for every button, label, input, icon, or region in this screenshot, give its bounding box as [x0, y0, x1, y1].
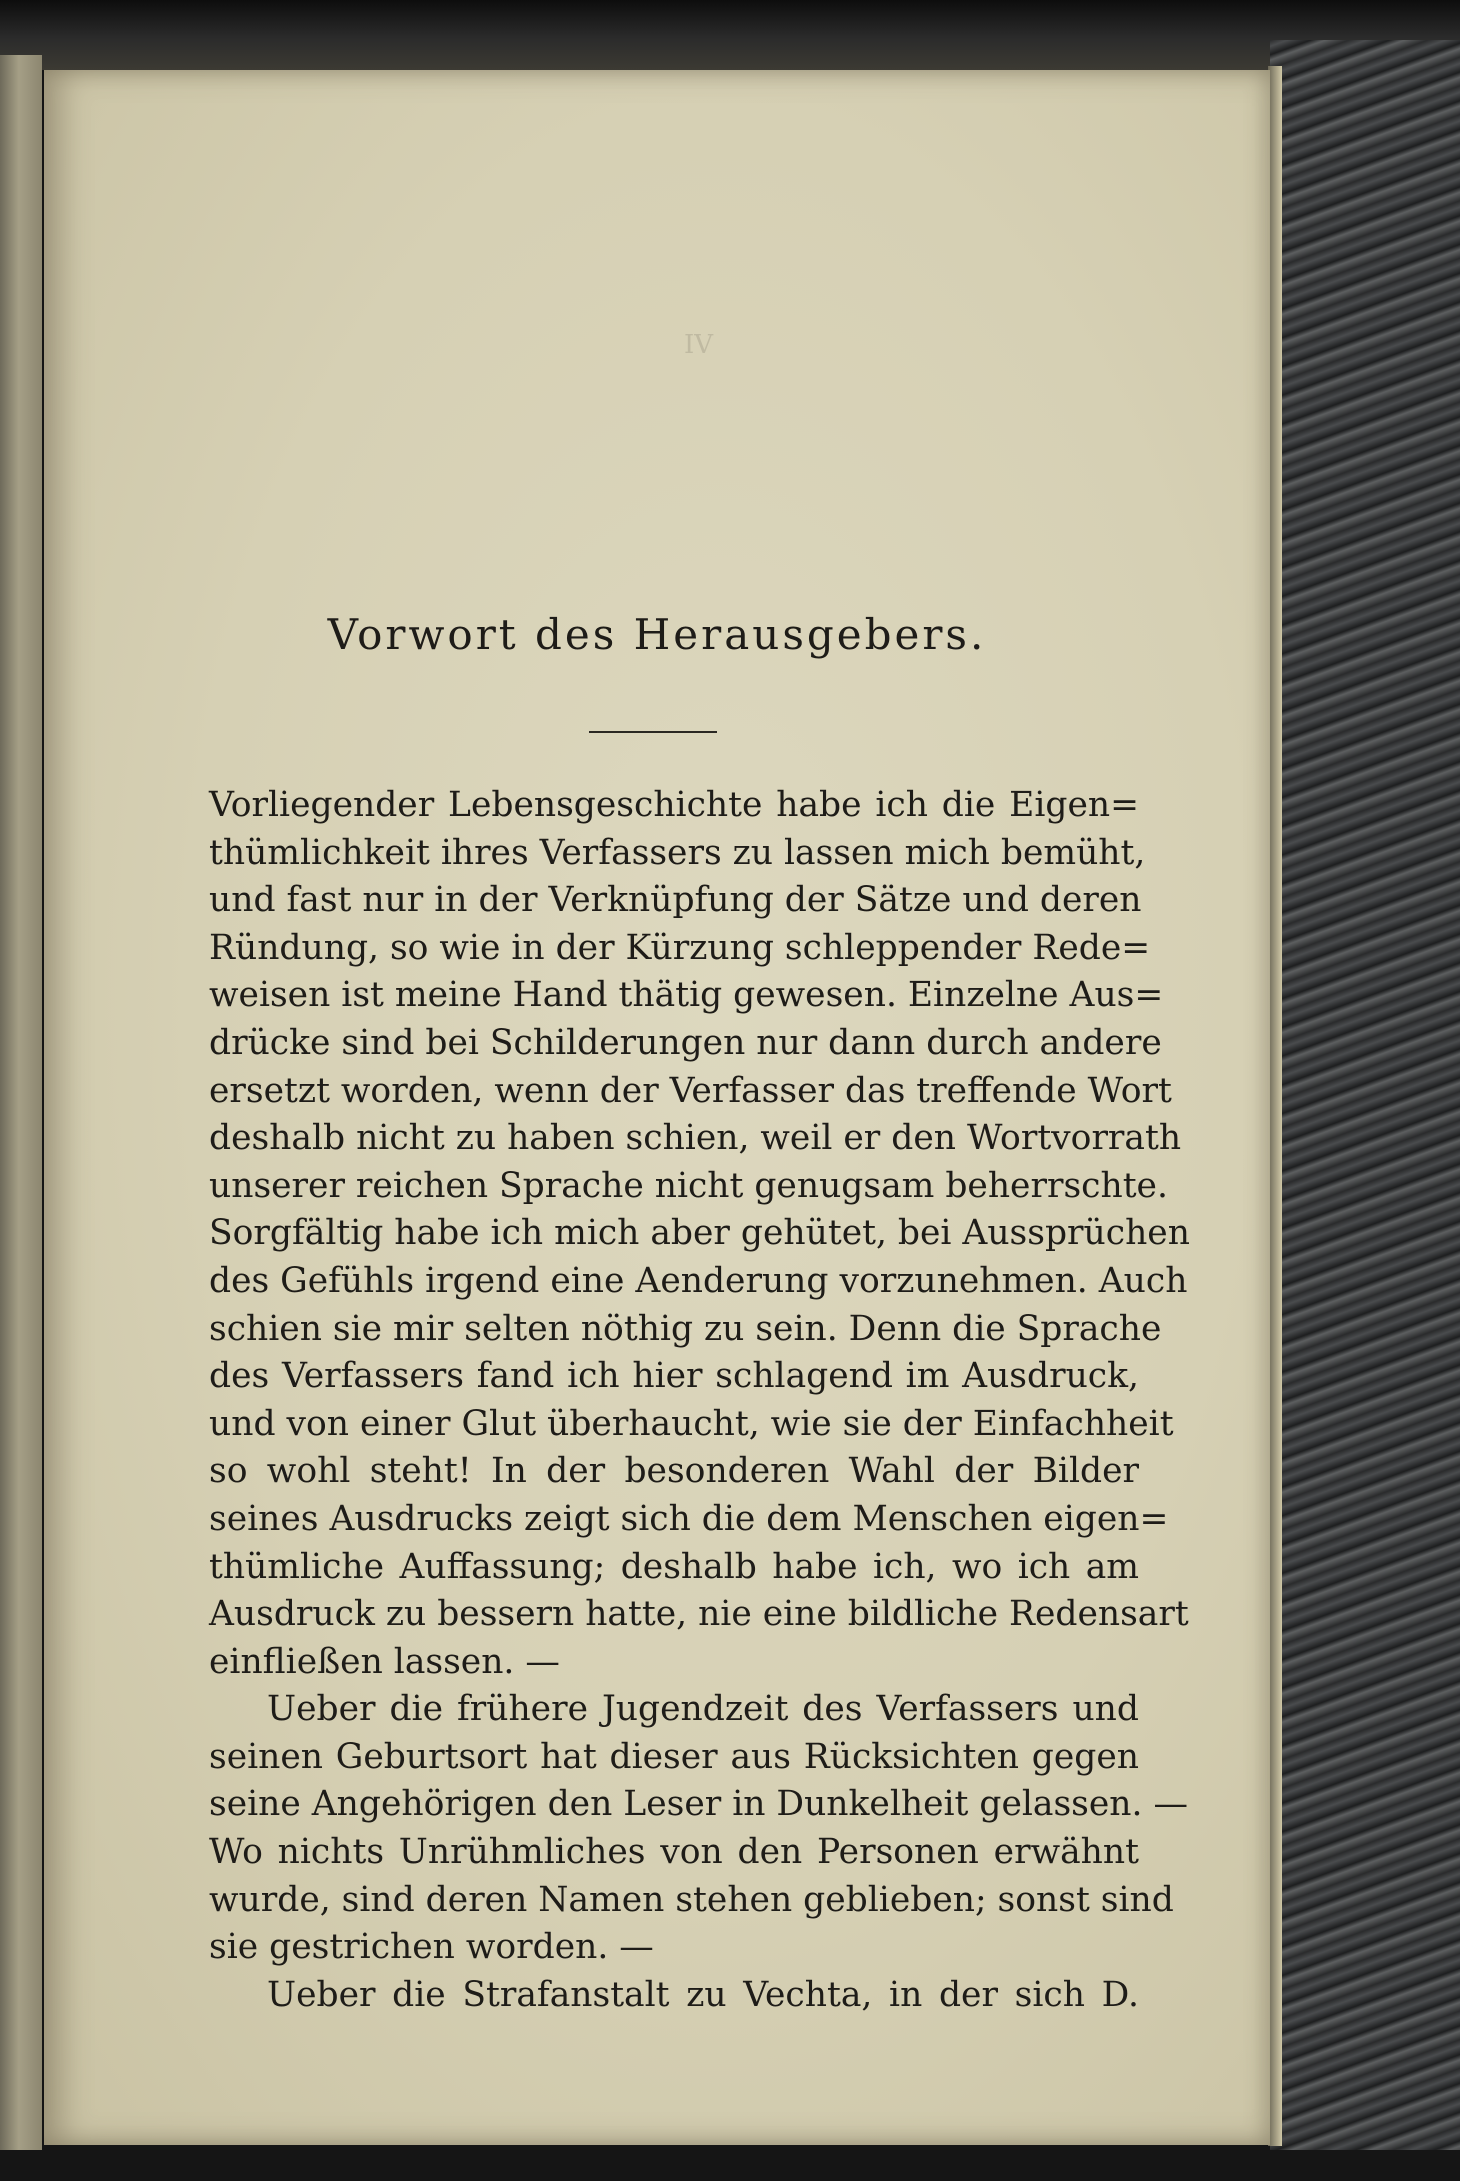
- body-text: [209, 782, 1190, 2019]
- text-line: deshalb nicht zu haben schien, weil er den Wortvorrath: [209, 1118, 1182, 1159]
- text-line: thümliche Auffassung; deshalb habe ich, wo ich am: [209, 1546, 1139, 1587]
- text-line: seine Angehörigen den Leser in Dunkelheit gelassen. —: [209, 1784, 1188, 1825]
- text-line: Wo nichts Unrühmliches von den Personen erwähnt: [209, 1832, 1139, 1873]
- text-line: weisen ist meine Hand thätig gewesen. Einzelne Aus=: [209, 975, 1164, 1016]
- top-binding: [0, 0, 1460, 70]
- page-heading: Vorwort des Herausgebers.: [327, 610, 987, 659]
- text-line: des Gefühls irgend eine Aenderung vorzunehmen. Auch: [209, 1260, 1188, 1301]
- text-line: einfließen lassen. —: [209, 1641, 560, 1682]
- text-line: Ründung, so wie in der Kürzung schleppender Rede=: [209, 927, 1151, 968]
- text-line: Ausdruck zu bessern hatte, nie eine bildliche Redensart: [209, 1594, 1189, 1635]
- text-line: Sorgfältig habe ich mich aber gehütet, bei Aussprüchen: [209, 1213, 1190, 1254]
- left-page-edge: [0, 55, 42, 2150]
- text-line: Ueber die Strafanstalt zu Vechta, in der sich D.: [267, 1974, 1139, 2015]
- marbled-cover: [1270, 40, 1460, 2150]
- heading-rule: [589, 731, 717, 733]
- text-line: so wohl steht! In der besonderen Wahl der Bilder: [209, 1451, 1139, 1492]
- text-line: seinen Geburtsort hat dieser aus Rücksichten gegen: [209, 1736, 1139, 1777]
- text-line: und fast nur in der Verknüpfung der Sätze und deren: [209, 880, 1142, 921]
- text-line: unserer reichen Sprache nicht genugsam beherrschte.: [209, 1165, 1168, 1206]
- text-line: und von einer Glut überhaucht, wie sie der Einfachheit: [209, 1403, 1174, 1444]
- text-line: ersetzt worden, wenn der Verfasser das treffende Wort: [209, 1070, 1172, 1111]
- book-page: [44, 70, 1270, 2145]
- text-line: Ueber die frühere Jugendzeit des Verfassers und: [267, 1689, 1139, 1730]
- text-line: thümlichkeit ihres Verfassers zu lassen mich bemüht,: [209, 832, 1146, 873]
- text-line: drücke sind bei Schilderungen nur dann durch andere: [209, 1022, 1162, 1063]
- cover-edge: [1268, 66, 1282, 2146]
- text-line: schien sie mir selten nöthig zu sein. Denn die Sprache: [209, 1308, 1162, 1349]
- text-line: sie gestrichen worden. —: [209, 1927, 654, 1968]
- text-line: Vorliegender Lebensgeschichte habe ich die Eigen=: [209, 785, 1139, 825]
- text-line: wurde, sind deren Namen stehen geblieben; sonst sind: [209, 1879, 1174, 1920]
- text-line: des Verfassers fand ich hier schlagend im Ausdruck,: [209, 1356, 1139, 1397]
- text-line: seines Ausdrucks zeigt sich die dem Menschen eigen=: [209, 1498, 1169, 1539]
- page-marker: IV: [684, 330, 714, 360]
